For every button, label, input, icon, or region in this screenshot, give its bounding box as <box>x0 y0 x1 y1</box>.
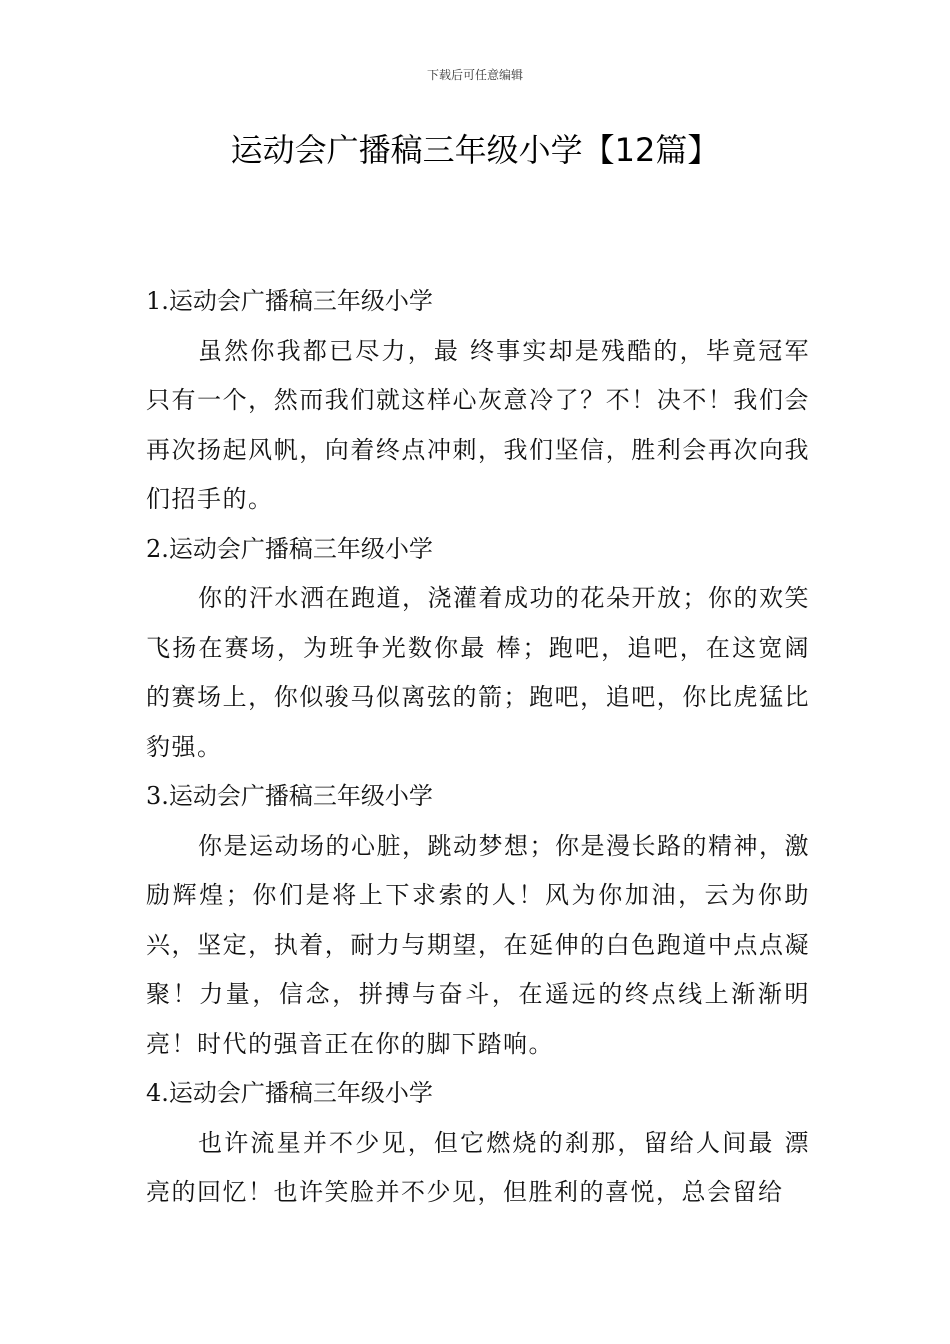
section-heading: 1.运动会广播稿三年级小学 <box>146 287 433 315</box>
section-body: 你的汗水洒在跑道，浇灌着成功的花朵开放；你的欢笑飞扬在赛场，为班争光数你最 棒；跑吧，追吧，在这宽阔的赛场上，你似骏马似离弦的箭；跑吧，追吧，你比虎猛比豹强。 <box>146 584 810 761</box>
section-4 <box>146 1069 810 1218</box>
section-heading: 2.运动会广播稿三年级小学 <box>146 534 433 563</box>
section-1 <box>146 277 810 525</box>
section-body: 也许流星并不少见，但它燃烧的刹那，留给人间最 漂亮的回忆！也许笑脸并不少见，但胜利的喜悦，总会留给 <box>146 1128 810 1206</box>
section-3 <box>146 772 810 1069</box>
section-heading: 4.运动会广播稿三年级小学 <box>146 1079 433 1107</box>
section-body: 虽然你我都已尽力，最 终事实却是残酷的，毕竟冠军只有一个，然而我们就这样心灰意冷了？不！决不！我们会再次扬起风帆，向着终点冲刺，我们坚信，胜利会再次向我们招手的。 <box>146 336 810 513</box>
section-heading: 3.运动会广播稿三年级小学 <box>146 782 433 810</box>
document-title: 运动会广播稿三年级小学【12篇】 <box>230 131 720 169</box>
section-body: 你是运动场的心脏，跳动梦想；你是漫长路的精神，激励辉煌；你们是将上下求索的人！风为你加油，云为你助兴，坚定，执着，耐力与期望，在延伸的白色跑道中点点凝聚！力量，信念，拼搏与奋斗，在遥远的终点线上渐渐明亮！时代的强音正在你的脚下踏响。 <box>146 831 810 1058</box>
section-2 <box>146 525 810 773</box>
header-note: 下载后可任意编辑 <box>426 68 523 82</box>
document-content <box>146 277 810 1218</box>
